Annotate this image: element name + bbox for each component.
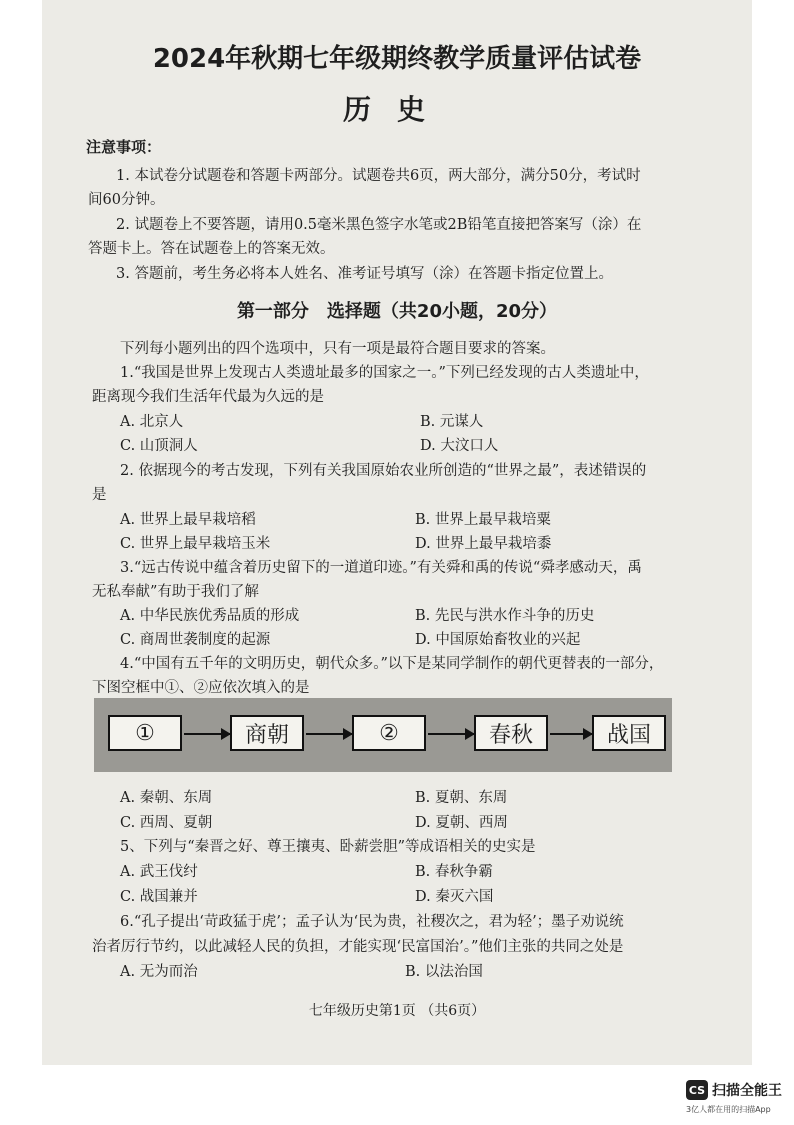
q2-option-a: A. 世界上最早栽培稻 — [120, 512, 256, 528]
q5-option-a: A. 武王伐纣 — [120, 864, 198, 880]
q2-option-d: D. 世界上最早栽培黍 — [415, 536, 552, 552]
q4-option-d: D. 夏朝、西周 — [415, 815, 508, 831]
q5-stem: 5、下列与“秦晋之好、尊王攘夷、卧薪尝胆”等成语相关的史实是 — [120, 839, 536, 855]
q1-stem-cont: 距离现今我们生活年代最为久远的是 — [92, 389, 324, 405]
notice-item-1: 1. 本试卷分试题卷和答题卡两部分。试题卷共6页，两大部分，满分50分，考试时 — [116, 168, 641, 184]
camscanner-tagline: 3亿人都在用的扫描App — [686, 1105, 771, 1114]
q6-option-a: A. 无为而治 — [120, 964, 198, 980]
q3-option-a: A. 中华民族优秀品质的形成 — [120, 608, 300, 624]
q3-stem: 3.“远古传说中蕴含着历史留下的一道道印迹。”有关舜和禹的传说“舜孝感动天，禹 — [120, 560, 642, 576]
q2-option-b: B. 世界上最早栽培粟 — [415, 512, 551, 528]
q1-option-d: D. 大汶口人 — [420, 438, 499, 454]
q3-option-c: C. 商周世袭制度的起源 — [120, 632, 271, 648]
dynasty-diagram — [94, 698, 672, 772]
q1-option-b: B. 元谋人 — [420, 414, 484, 430]
dynasty-box-5: 战国 — [592, 715, 666, 751]
notice-item-2-cont: 答题卡上。答在试题卷上的答案无效。 — [88, 241, 335, 257]
q1-option-c: C. 山顶洞人 — [120, 438, 198, 454]
notice-item-3: 3. 答题前，考生务必将本人姓名、准考证号填写（涂）在答题卡指定位置上。 — [116, 266, 613, 282]
dynasty-box-1: ① — [108, 715, 182, 751]
notice-item-2: 2. 试题卷上不要答题，请用0.5毫米黑色签字水笔或2B铅笔直接把答案写（涂）在 — [116, 217, 642, 233]
exam-title: 2024年秋期七年级期终教学质量评估试卷 — [152, 44, 642, 74]
q4-stem: 4.“中国有五千年的文明历史，朝代众多。”以下是某同学制作的朝代更替表的一部分， — [120, 656, 664, 672]
q3-stem-cont: 无私奉献”有助于我们了解 — [92, 584, 259, 600]
q4-stem-cont: 下图空框中①、②应依次填入的是 — [92, 680, 310, 696]
arrow-icon — [306, 733, 352, 735]
arrow-icon — [550, 733, 592, 735]
part-heading: 第一部分 选择题（共20小题，20分） — [236, 301, 558, 322]
q2-option-c: C. 世界上最早栽培玉米 — [120, 536, 271, 552]
q5-option-b: B. 春秋争霸 — [415, 864, 493, 880]
q5-option-d: D. 秦灭六国 — [415, 889, 494, 905]
camscanner-logo-icon: CS — [686, 1080, 708, 1100]
q3-option-d: D. 中国原始畜牧业的兴起 — [415, 632, 581, 648]
subject-title: 历史 — [342, 93, 451, 126]
q5-option-c: C. 战国兼并 — [120, 889, 198, 905]
camscanner-name: 扫描全能王 — [712, 1083, 782, 1099]
q1-option-a: A. 北京人 — [120, 414, 184, 430]
page-footer: 七年级历史第1页 （共6页） — [308, 1003, 486, 1019]
q2-stem-cont: 是 — [92, 487, 107, 503]
notice-heading: 注意事项： — [86, 138, 162, 156]
q4-option-a: A. 秦朝、东周 — [120, 790, 213, 806]
arrow-icon — [184, 733, 230, 735]
dynasty-box-3: ② — [352, 715, 426, 751]
q6-stem-cont: 治者厉行节约，以此减轻人民的负担，才能实现‘民富国治’。”他们主张的共同之处是 — [92, 939, 624, 955]
notice-item-1-cont: 间60分钟。 — [88, 192, 165, 208]
q2-stem: 2. 依据现今的考古发现，下列有关我国原始农业所创造的“世界之最”，表述错误的 — [120, 463, 647, 479]
q6-option-b: B. 以法治国 — [405, 964, 483, 980]
q4-option-b: B. 夏朝、东周 — [415, 790, 508, 806]
dynasty-box-2: 商朝 — [230, 715, 304, 751]
q1-stem: 1.“我国是世界上发现古人类遗址最多的国家之一。”下列已经发现的古人类遗址中， — [120, 365, 649, 381]
q3-option-b: B. 先民与洪水作斗争的历史 — [415, 608, 595, 624]
arrow-icon — [428, 733, 474, 735]
q6-stem: 6.“孔子提出‘苛政猛于虎’；孟子认为‘民为贵，社稷次之，君为轻’；墨子劝说统 — [120, 914, 624, 930]
dynasty-box-4: 春秋 — [474, 715, 548, 751]
part-instruction: 下列每小题列出的四个选项中，只有一项是最符合题目要求的答案。 — [120, 341, 555, 357]
q4-option-c: C. 西周、夏朝 — [120, 815, 213, 831]
